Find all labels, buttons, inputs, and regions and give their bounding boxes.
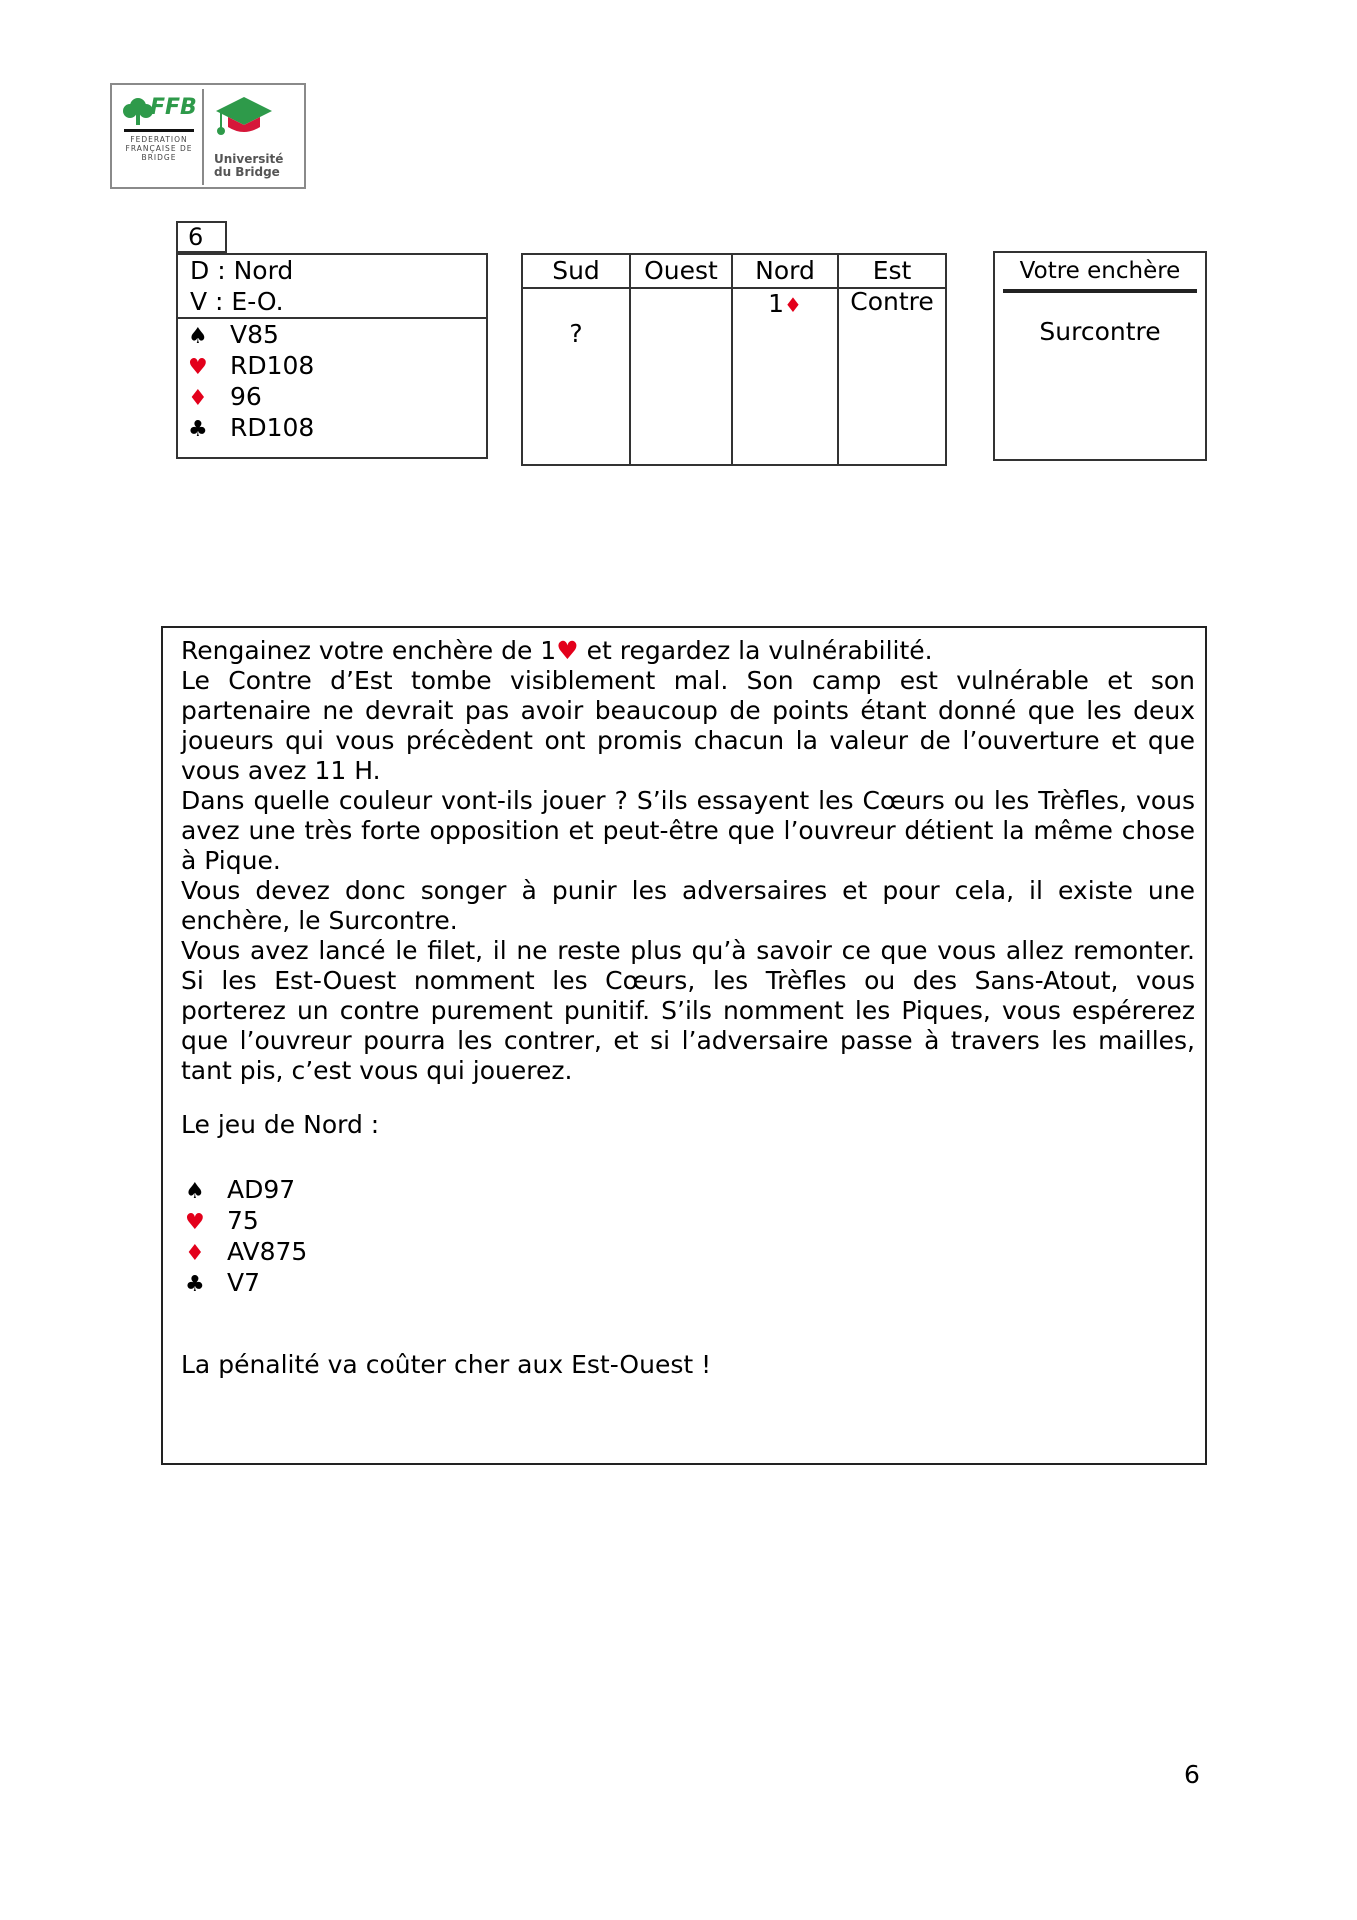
bid-header-ouest: Ouest xyxy=(631,255,731,289)
bid-column-nord xyxy=(733,255,839,464)
graduation-cap-icon xyxy=(214,95,274,145)
diamond-cards: 96 xyxy=(230,382,262,411)
deal-number: 6 xyxy=(176,221,227,253)
nord-bid: 1♦ xyxy=(768,289,802,318)
hand-row-diamonds xyxy=(188,381,262,414)
explanation-paragraph-2: Le Contre d’Est tombe visiblement mal. Son camp est vulnérable et son partenaire ne devrait pas avoir beaucoup de points étant donné que les deux joueurs qui vous précèdent ont promis chacun la valeur de l’ouverture et que vous avez 11 H. xyxy=(181,666,1195,785)
club-icon: ♣ xyxy=(188,417,208,442)
club-cards: RD108 xyxy=(230,413,315,442)
bid-column-est xyxy=(839,255,945,464)
heart-icon: ♥ xyxy=(185,1210,205,1235)
north-row-hearts: ♥ 75 xyxy=(185,1205,259,1238)
diamond-icon: ♦ xyxy=(188,386,208,411)
answer-title: Votre enchère xyxy=(1019,258,1181,284)
sud-bid: ? xyxy=(569,319,583,348)
explanation-paragraph-5: Vous avez lancé le filet, il ne reste plus qu’à savoir ce que vous allez remonter. Si les Est-Ouest nomment les Cœurs, les Trèfles ou des Sans-Atout, vous porterez un contre purement punitif. S’ils nomment les Piques, vous espérerez que l’ouvreur pourra les contrer, et si l’adversaire passe à travers les mailles, tant pis, c’est vous qui jouerez. xyxy=(181,936,1195,1085)
explanation-paragraph-4: Vous devez donc songer à punir les adversaires et pour cela, il existe une enchère, le Surcontre. xyxy=(181,876,1195,935)
explanation-paragraph-3: Dans quelle couleur vont-ils jouer ? S’ils essayent les Cœurs ou les Trèfles, vous avez une très forte opposition et peut-être que l’ouvreur détient la même chose à Pique. xyxy=(181,786,1195,875)
universite-du-bridge-text: Université du Bridge xyxy=(214,152,284,179)
north-hand-title: Le jeu de Nord : xyxy=(181,1110,380,1139)
logo xyxy=(110,83,306,189)
hand-row-clubs xyxy=(188,412,314,445)
ffb-subtitle: FEDERATION FRANÇAISE DE BRIDGE xyxy=(125,135,193,162)
bid-header-est: Est xyxy=(839,255,945,289)
north-row-diamonds: ♦ AV875 xyxy=(185,1236,307,1269)
heart-icon: ♥ xyxy=(188,355,208,380)
explanation-paragraph-1: Rengainez votre enchère de 1♥ et regardez la vulnérabilité. xyxy=(181,636,933,665)
north-row-clubs: ♣ V7 xyxy=(185,1267,260,1300)
deal-box xyxy=(176,253,488,459)
dealer: D : Nord xyxy=(190,256,294,285)
ffb-logo-text: FFB xyxy=(150,95,197,120)
heart-cards: RD108 xyxy=(230,351,315,380)
est-bid: Contre xyxy=(850,287,934,316)
conclusion-text: La pénalité va coûter cher aux Est-Ouest ! xyxy=(181,1350,712,1379)
page-number: 6 xyxy=(1184,1760,1200,1789)
heart-icon: ♥ xyxy=(556,636,579,665)
spade-icon: ♠ xyxy=(188,324,208,349)
bid-header-sud: Sud xyxy=(523,255,629,289)
north-row-spades: ♠ AD97 xyxy=(185,1174,295,1207)
answer-value: Surcontre xyxy=(1039,317,1161,346)
bid-header-nord: Nord xyxy=(733,255,837,289)
bid-column-ouest xyxy=(631,255,733,464)
diamond-icon: ♦ xyxy=(783,293,802,317)
spade-cards: V85 xyxy=(230,320,279,349)
club-icon: ♣ xyxy=(185,1272,205,1297)
spade-icon: ♠ xyxy=(185,1179,205,1204)
bidding-table xyxy=(521,253,947,466)
hand-row-spades xyxy=(188,319,279,352)
explanation-box xyxy=(161,626,1207,1465)
explanation-text xyxy=(181,636,1195,1086)
vulnerability: V : E-O. xyxy=(190,287,284,316)
bid-column-sud xyxy=(523,255,631,464)
answer-box xyxy=(993,251,1207,461)
diamond-icon: ♦ xyxy=(185,1241,205,1266)
hand-row-hearts xyxy=(188,350,314,383)
